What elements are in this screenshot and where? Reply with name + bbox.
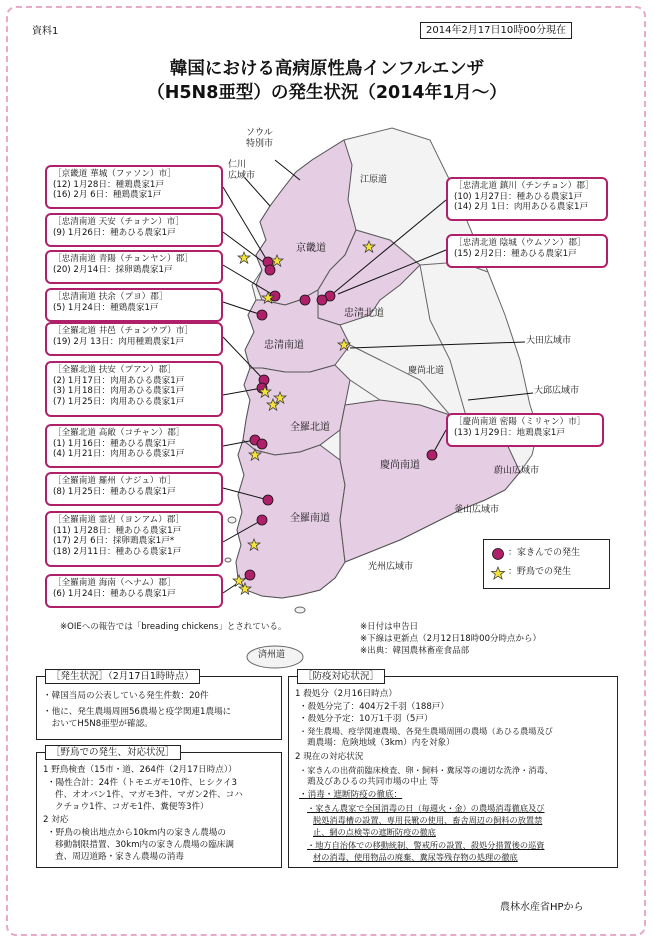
outbreak-entry: (3) 1月18日：肉用あひる農家1戸	[53, 386, 185, 396]
outbreak-entry: (6) 1月24日：種あひる農家1戸	[53, 588, 176, 599]
source-credit: 農林水産省HPから	[500, 902, 584, 913]
control-line: 鶏農場：危険地域（3km）内を対象）	[307, 738, 455, 748]
oie-note: ※OIEへの報告では「breading chickens」とされている。	[60, 622, 287, 632]
outbreak-entry: (15) 2月2日：種あひる農家1戸	[454, 248, 577, 259]
outbreak-box-naju	[45, 472, 223, 506]
wild-line: 移動制限措置、30km内の家きん農場の臨床調	[55, 840, 234, 850]
outbreak-box-title: ［全羅北道 扶安（プアン）郡］	[53, 365, 176, 375]
outbreak-entry: (10) 1月27日：種あひる農家1戸	[454, 191, 583, 202]
control-line: 材の消毒、使用物品の廃棄、糞尿等残存物の処理の徹底	[313, 852, 518, 862]
source-note: ※出典：韓国農林畜産食品部	[360, 646, 470, 656]
outbreak-entry: (5) 1月24日：種鶏農家1戸	[53, 302, 159, 313]
outbreak-entry: (16) 2月 6日：種鶏農家1戸	[53, 190, 162, 200]
control-line: ・殺処分予定：10万1千羽（5戸）	[299, 714, 433, 724]
control-line: ・家きん農家で全国消毒の日（毎週火・金）の農場消毒徹底及び	[307, 803, 545, 813]
label-incheon: 仁川 広域市	[228, 160, 256, 181]
outbreak-box-gochang	[45, 424, 223, 468]
status-other-line: ・他に、発生農場周囲56農場と疫学関連1農場に	[43, 707, 232, 717]
outbreak-box-haenam	[45, 574, 223, 608]
outbreak-entry: (8) 1月25日：種あひる農家1戸	[53, 486, 176, 497]
outbreak-box-title: ［忠清南道 扶余（プヨ）郡］	[53, 292, 168, 302]
wild-bird-star-icon	[492, 567, 505, 579]
wild-line: 件、オオバン1件、マガモ3件、マガン2件、コハ	[55, 790, 243, 800]
control-line: 止、網の点検等の遮断防疫の徹底	[313, 827, 436, 837]
outbreak-status-tag: ［発生状況］（2月17日1時時点）	[45, 669, 200, 684]
label-chungbuk: 忠清北道	[344, 308, 384, 319]
label-daejeon: 大田広域市	[526, 336, 572, 346]
outbreak-box-title: ［全羅南道 海南（ヘナム）郡］	[53, 578, 176, 588]
control-line: 2 現在の対応状況	[295, 752, 364, 762]
outbreak-box-cheongyang	[45, 250, 223, 284]
control-line: ・家きんの出荷前臨床検査、卵・飼料・糞尿等の適切な洗浄・消毒、	[299, 765, 553, 775]
outbreak-box-title: ［忠清北道 陰城（ウムソン）郡］	[454, 238, 586, 248]
outbreak-entry: (12) 1月28日：種鶏農家1戸	[53, 179, 164, 190]
outbreak-box-eumseong	[446, 234, 608, 268]
label-busan: 釜山広域市	[454, 505, 500, 515]
control-line: 脱処消毒槽の設置、専用長靴の使用、畜舎周辺の飼料の放置禁	[313, 815, 543, 825]
wild-bird-panel	[36, 747, 282, 868]
control-line: ・消毒・遮断防疫の徹底：	[299, 790, 403, 800]
wild-line: ・野鳥の検出地点から10km内の家きん農場の	[47, 828, 226, 838]
control-line: ・地方自治体での移動統制、警戒所の設置、殺処分措置後の巡資	[307, 840, 545, 850]
outbreak-box-title: ［全羅南道 霊岩（ヨンアム）郡］	[53, 515, 185, 525]
wild-line: 2 対応	[43, 815, 69, 825]
outbreak-box-title: ［全羅北道 高敞（コチャン）郡］	[53, 428, 185, 438]
outbreak-entry: (20) 2月14日：採卵鶏農家1戸	[53, 264, 173, 275]
outbreak-entry: (17) 2月 6日：採卵鶏農家1戸*	[53, 536, 175, 546]
outbreak-status-panel	[36, 671, 282, 740]
outbreak-box-title: ［全羅南道 羅州（ナジュ）市］	[53, 476, 176, 486]
outbreak-box-title: ［全羅北道 井邑（チョンウプ）市］	[53, 326, 194, 336]
outbreak-box-title: ［忠清南道 天安（チョナン）市］	[53, 217, 184, 227]
underline-note: ※下線は更新点（2月12日18時00分時点から）	[360, 634, 541, 644]
outbreak-box-miryang	[446, 413, 604, 447]
label-gyeongbuk: 慶尚北道	[408, 366, 445, 376]
wild-line: 査、周辺道路・家きん農場の消毒	[55, 852, 184, 862]
status-count-line: ・韓国当局の公表している発生件数：20件	[43, 691, 209, 701]
outbreak-entry: (18) 2月11日：種あひる農家1戸	[53, 546, 182, 557]
outbreak-box-title: ［京畿道 華城（ファソン）市］	[53, 169, 176, 179]
outbreak-entry: (4) 1月21日：肉用あひる農家1戸	[53, 449, 185, 459]
legend-farm-label: ：家きんでの発生	[508, 548, 581, 558]
label-gyeongnam: 慶尚南道	[380, 460, 420, 471]
label-gwangju: 光州広域市	[368, 562, 414, 572]
label-jeonbuk: 全羅北道	[290, 422, 330, 433]
label-gangwon: 江原道	[360, 175, 388, 185]
outbreak-box-hwaseong	[45, 165, 223, 209]
control-status-panel	[288, 671, 618, 868]
outbreak-box-jincheon	[446, 177, 608, 221]
label-chungnam: 忠清南道	[264, 340, 304, 351]
label-seoul: ソウル 特別市	[246, 128, 274, 149]
label-gyeonggi: 京畿道	[296, 243, 326, 254]
label-jeonnam: 全羅南道	[290, 513, 330, 524]
farm-outbreak-icon	[493, 549, 504, 560]
label-daegu: 大邱広域市	[534, 386, 580, 396]
document-label: 資料1	[32, 26, 59, 37]
outbreak-box-title: ［忠清北道 鎮川（チンチョン）郡］	[454, 181, 594, 191]
outbreak-entry: (13) 1月29日：地鶏農家1戸	[454, 427, 565, 438]
map-legend	[483, 539, 610, 589]
outbreak-entry: (1) 1月16日：種あひる農家1戸	[53, 438, 176, 449]
date-note: ※日付は申告日	[360, 622, 419, 632]
legend-wild-label: ：野鳥での発生	[508, 567, 572, 577]
label-ulsan: 蔚山広域市	[494, 466, 540, 476]
outbreak-box-title: ［忠清南道 青陽（チョンヤン）郡］	[53, 254, 193, 264]
outbreak-entry: (2) 1月17日：肉用あひる農家1戸	[53, 375, 185, 386]
page-title-line2: （H5N8亜型）の発生状況（2014年1月〜）	[147, 83, 507, 103]
wild-line: ・陽性合計：24件（トモエガモ10件、ヒシクイ3	[47, 778, 238, 788]
control-line: 1 殺処分（2月16日時点）	[295, 689, 397, 699]
outbreak-entry: (19) 2月 13日：肉用種鶏農家1戸	[53, 336, 184, 347]
outbreak-entry: (14) 2月 1日：肉用あひる農家1戸	[454, 202, 589, 212]
outbreak-box-yeongam	[45, 511, 223, 567]
outbreak-box-cheonan	[45, 213, 223, 247]
outbreak-box-buan	[45, 361, 223, 417]
control-line: ・発生農場、疫学関連農場、各発生農場周囲の農場（あひる農場及び	[299, 726, 553, 736]
wild-line: 1 野鳥検査（15市・道、264件（2月17日時点））	[43, 765, 237, 775]
control-status-tag: ［防疫対応状況］	[297, 669, 385, 684]
wild-line: クチョウ1件、コガモ1件、糞便等3件）	[55, 802, 209, 812]
outbreak-entry: (11) 1月28日：種あひる農家1戸	[53, 525, 182, 536]
control-line: ・殺処分完了：404万2千羽（188戸）	[299, 702, 449, 712]
label-jeju: 済州道	[258, 650, 286, 660]
page-title-line1: 韓国における高病原性鳥インフルエンザ	[169, 59, 485, 79]
wild-bird-tag: ［野鳥での発生、対応状況］	[45, 745, 181, 760]
outbreak-box-jeongeup	[45, 322, 223, 356]
timestamp-badge: 2014年2月17日10時00分現在	[420, 22, 572, 39]
outbreak-entry: (9) 1月26日：種あひる農家1戸	[53, 227, 176, 238]
outbreak-box-title: ［慶尚南道 密陽（ミリャン）市］	[454, 417, 586, 427]
status-other-line-2: おいてH5N8亜型が確認。	[43, 719, 153, 729]
control-line: 鶏及びあひるの共同市場の中止 等	[307, 777, 439, 787]
outbreak-box-buyeo	[45, 288, 223, 322]
outbreak-entry: (7) 1月25日：肉用あひる農家1戸	[53, 396, 185, 407]
